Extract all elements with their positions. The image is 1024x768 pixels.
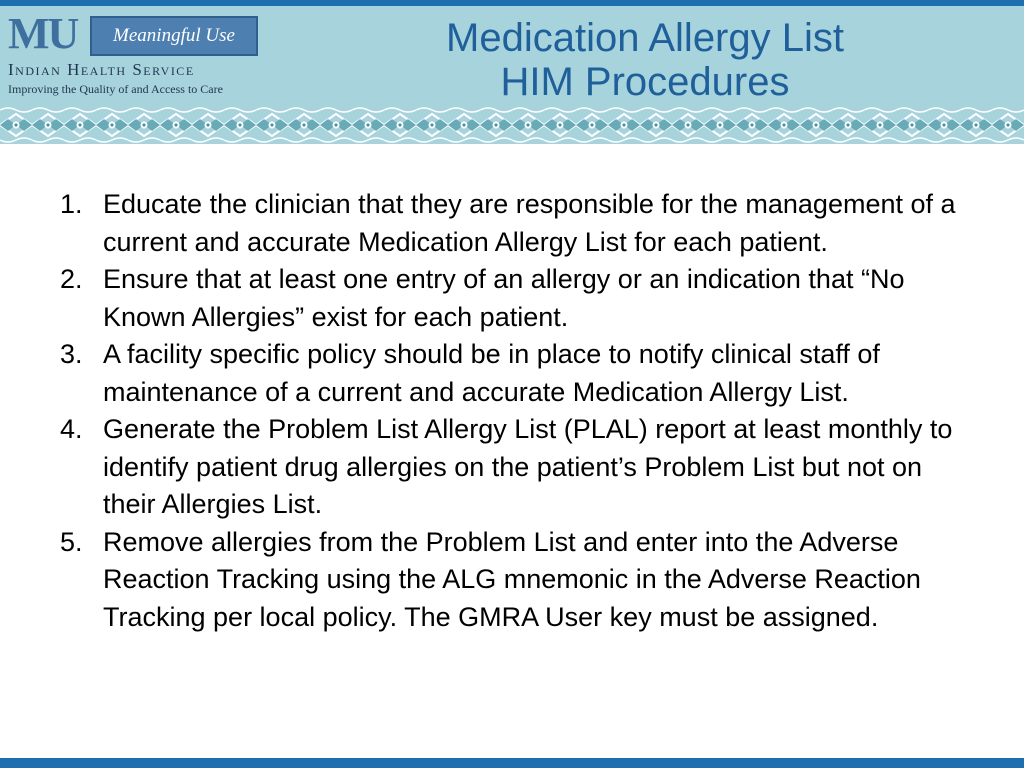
list-item-text: Educate the clinician that they are responsible for the management of a current and accurate Medication Allergy List for each patient. (103, 189, 956, 257)
list-item-number: 4. (60, 414, 83, 444)
list-item-number: 1. (60, 189, 83, 219)
decorative-pattern-border (0, 106, 1024, 144)
list-item-text: Remove allergies from the Problem List and enter into the Adverse Reaction Tracking using the ALG mnemonic in the Adverse Reaction Tracking per local policy. The GMRA User key must be assigned. (103, 526, 921, 632)
slide-title (330, 16, 960, 104)
list-item (60, 261, 960, 336)
logo-mu-text: MU (8, 9, 78, 58)
slide-header (0, 6, 1024, 106)
logo-meaningful-use-text: Meaningful Use (113, 25, 235, 46)
logo-tagline: Improving the Quality of and Access to Care (8, 82, 223, 96)
list-item (60, 411, 960, 524)
logo-org-name: Indian Health Service (8, 60, 195, 79)
list-item-number: 5. (60, 526, 83, 557)
slide-title-line1: Medication Allergy List (446, 16, 844, 60)
pattern-border-icon (0, 106, 1024, 144)
list-item-text: Generate the Problem List Allergy List (PLAL) report at least monthly to identify patient drug allergies on the patient’s Problem List but not on their Allergies List. (103, 414, 953, 519)
logo-meaningful-use-box (90, 16, 258, 56)
list-item-text: Ensure that at least one entry of an allergy or an indication that “No Known Allergies” exist for each patient. (103, 264, 905, 332)
procedure-list (60, 186, 960, 636)
list-item-number: 2. (60, 264, 83, 294)
list-item (60, 186, 960, 261)
list-item (60, 524, 960, 637)
mu-ihs-logo (8, 10, 260, 102)
list-item (60, 336, 960, 411)
list-item-number: 3. (60, 339, 83, 369)
bottom-accent-bar (0, 758, 1024, 768)
slide-title-line2: HIM Procedures (500, 60, 790, 104)
list-item-text: A facility specific policy should be in place to notify clinical staff of maintenance of a current and accurate Medication Allergy List. (103, 339, 880, 407)
